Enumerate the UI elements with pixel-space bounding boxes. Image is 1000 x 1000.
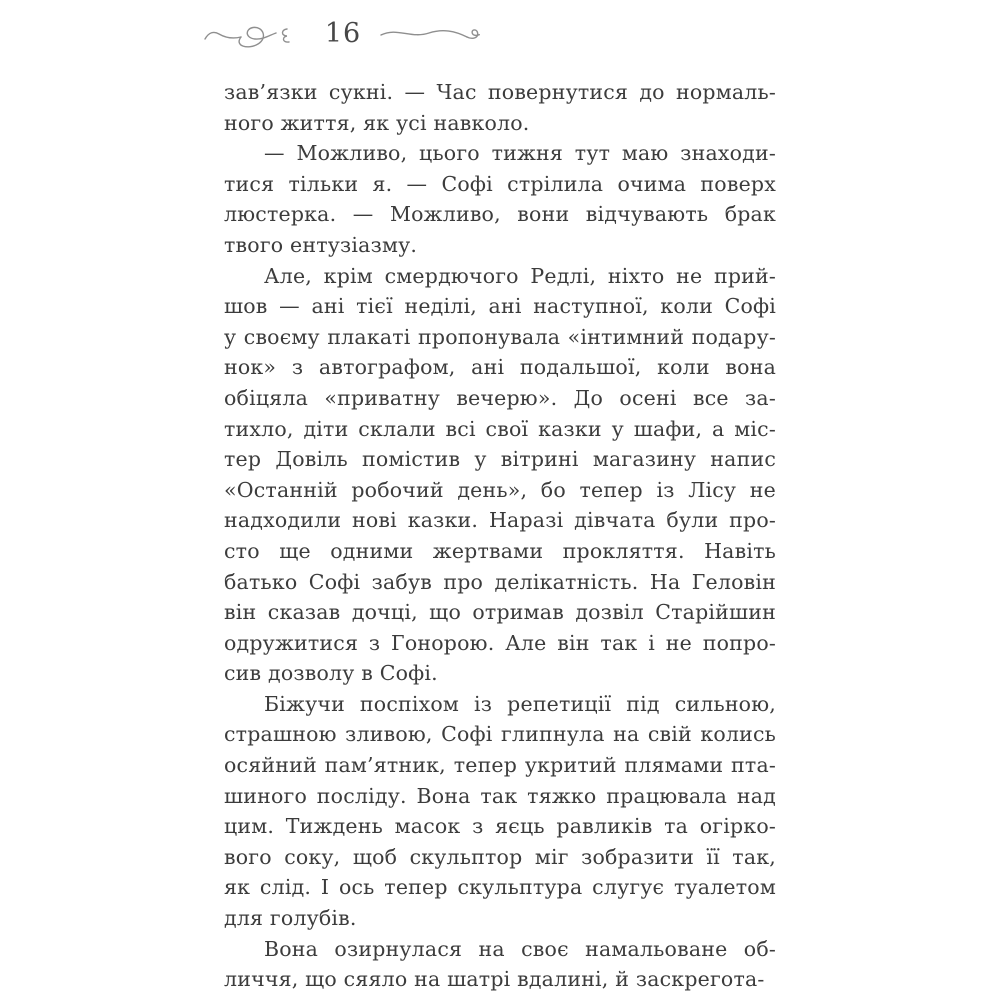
page-number: 16: [324, 17, 362, 49]
text-line: він сказав дочці, що отримав дозвіл Старійшин: [224, 600, 776, 625]
text-line: личчя, що сяяло на шатрі вдалині, й заскрегота-: [224, 967, 765, 992]
text-line: Але, крім смердючого Редлі, ніхто не прий-: [264, 263, 776, 288]
paragraph: [224, 138, 776, 260]
text-line: шов — ані тієї неділі, ані наступної, коли Софі: [224, 294, 776, 319]
text-line: ного життя, як усі навколо.: [224, 110, 530, 135]
text-line: цим. Тиждень масок з яєць равликів та огірко-: [224, 814, 776, 839]
text-line: надходили нові казки. Наразі дівчата були про-: [224, 508, 776, 533]
text-line: сив дозволу в Софі.: [224, 661, 438, 686]
text-line: обіцяла «приватну вечерю». До осені все за-: [224, 385, 776, 410]
text-line: як слід. І ось тепер скульптура слугує туалетом: [224, 875, 776, 900]
text-line: зав’язки сукні. — Час повернутися до нормаль-: [224, 80, 776, 104]
text-line: сто ще одними жертвами прокляття. Навіть: [224, 538, 776, 563]
text-block: [224, 77, 776, 995]
text-line: Вона озирнулася на своє намальоване об-: [264, 936, 776, 961]
paragraph: [224, 77, 776, 138]
text-line: страшною зливою, Софі глипнула на свій колись: [224, 722, 776, 747]
text-line: люстерка. — Можливо, вони відчувають брак: [224, 202, 776, 227]
text-line: твого ентузіазму.: [224, 232, 418, 257]
text-line: «Останній робочий день», бо тепер із Лісу не: [224, 477, 776, 502]
text-line: тихло, діти склали всі свої казки у шафи, а міс-: [224, 416, 776, 441]
text-line: тер Довіль помістив у вітрині магазину напис: [224, 447, 776, 472]
text-line: у своєму плакаті пропонувала «інтимний подару-: [224, 324, 776, 349]
text-line: тися тільки я. — Софі стрілила очима поверх: [224, 171, 776, 196]
text-line: батько Софі забув про делікатність. На Геловін: [224, 569, 776, 594]
text-line: вого соку, щоб скульптор міг зобразити її так,: [224, 844, 776, 869]
text-line: шиного посліду. Вона так тяжко працювала над: [224, 783, 776, 808]
flourish-right-icon: [379, 20, 485, 50]
flourish-left-icon: [203, 20, 307, 50]
text-line: Біжучи поспіхом із репетиції під сильною,: [264, 691, 776, 716]
paragraph: [224, 261, 776, 689]
paragraph: [224, 934, 776, 995]
text-line: одружитися з Гонорою. Але він так і не попро-: [224, 630, 776, 655]
running-head: [203, 16, 485, 54]
text-line: — Можливо, цього тижня тут маю знаходи-: [264, 141, 776, 166]
text-line: нок» з автографом, ані подальшої, коли вона: [224, 355, 776, 380]
text-line: для голубів.: [224, 906, 357, 931]
text-line: осяйний пам’ятник, тепер укритий плямами пта-: [224, 753, 776, 778]
paragraph: [224, 689, 776, 934]
